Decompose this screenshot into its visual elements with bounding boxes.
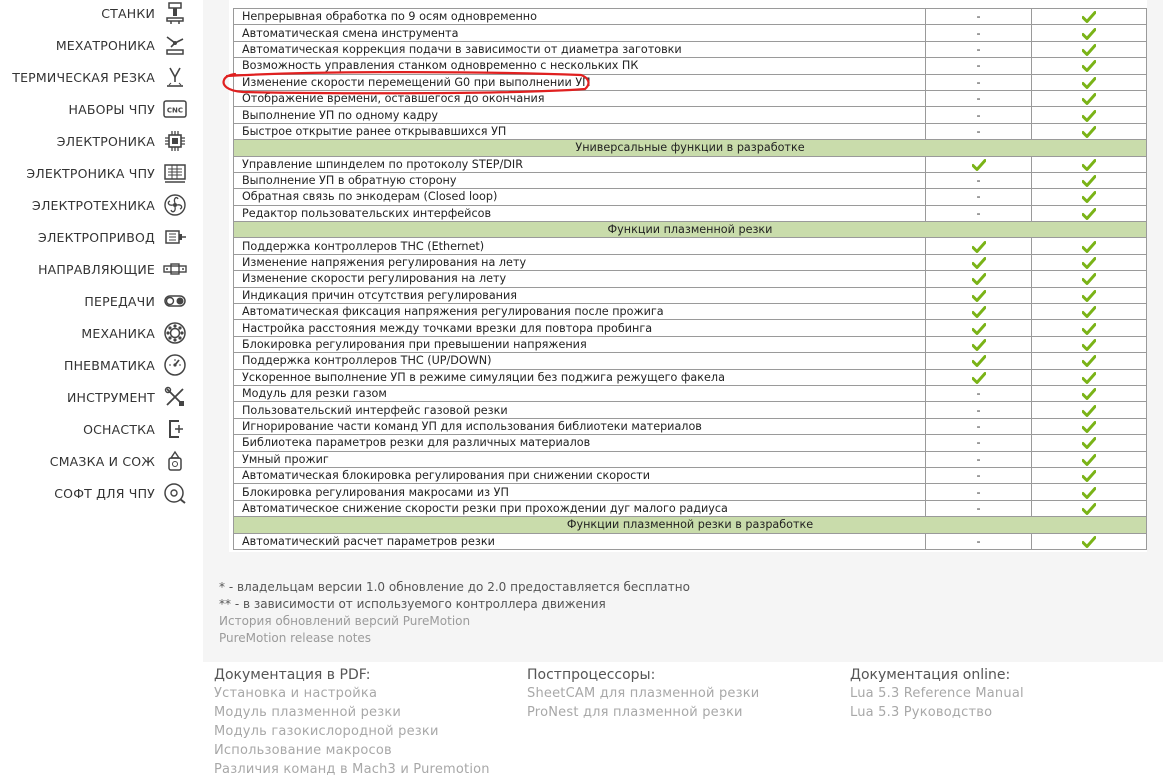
check-icon — [972, 339, 986, 351]
sidebar-item-9[interactable] — [0, 285, 187, 317]
check-icon — [1082, 93, 1096, 105]
check-icon — [1031, 74, 1146, 90]
sidebar-item-10[interactable] — [0, 317, 187, 349]
dash-value: - — [976, 534, 981, 548]
link-plasma-module[interactable]: Модуль плазменной резки — [214, 705, 402, 720]
feature-name: Изменение скорости регулирования на лету — [234, 271, 926, 287]
check-icon — [1031, 271, 1146, 287]
sidebar-item-5[interactable] — [0, 157, 187, 189]
footer-online-docs-title: Документация online: — [850, 667, 1011, 683]
check-icon — [1031, 369, 1146, 385]
feature-name: Изменение скорости перемещений G0 при выполнении УП — [234, 74, 926, 90]
mechatronics-icon — [163, 33, 187, 57]
dash-value: - — [976, 206, 981, 220]
dash-value: - — [976, 436, 981, 450]
table-row — [234, 123, 1147, 139]
check-icon — [972, 273, 986, 285]
section-title: Функции плазменной резки — [234, 222, 1147, 238]
table-row — [234, 156, 1147, 172]
sidebar-item-0[interactable] — [0, 0, 187, 29]
check-icon — [926, 271, 1032, 287]
check-icon — [1082, 290, 1096, 302]
check-icon — [926, 304, 1032, 320]
dash-value: - — [976, 419, 981, 433]
section-title: Универсальные функции в разработке — [234, 140, 1147, 156]
feature-name: Библиотека параметров резки для различных материалов — [234, 435, 926, 451]
check-icon — [1031, 353, 1146, 369]
tools-icon — [163, 385, 187, 409]
check-icon — [1082, 191, 1096, 203]
check-icon — [972, 323, 986, 335]
table-row — [234, 254, 1147, 270]
table-section-header — [234, 140, 1147, 156]
check-icon — [1031, 451, 1146, 467]
check-icon — [1031, 320, 1146, 336]
feature-name: Автоматическое снижение скорости резки при прохождении дуг малого радиуса — [234, 500, 926, 516]
table-row — [234, 271, 1147, 287]
check-icon — [1082, 241, 1096, 253]
sidebar-item-label: ИНСТРУМЕНТ — [67, 389, 155, 405]
check-icon — [1031, 467, 1146, 483]
check-icon — [1082, 437, 1096, 449]
dash-cell — [926, 205, 1032, 221]
dash-value: - — [976, 469, 981, 483]
table-row — [234, 418, 1147, 434]
feature-name: Быстрое открытие ранее открывавшихся УП — [234, 123, 926, 139]
sidebar-item-13[interactable] — [0, 413, 187, 445]
link-release-notes[interactable]: PureMotion release notes — [219, 631, 372, 645]
check-icon — [1031, 418, 1146, 434]
link-lua-ru[interactable]: Lua 5.3 Руководство — [850, 705, 993, 720]
link-sheetcam[interactable]: SheetCAM для плазменной резки — [527, 686, 760, 701]
sidebar-item-label: ОСНАСТКА — [83, 421, 155, 437]
footer-postprocessors-title: Постпроцессоры: — [527, 667, 656, 683]
check-icon — [926, 287, 1032, 303]
check-icon — [1082, 110, 1096, 122]
feature-name: Поддержка контроллеров THC (UP/DOWN) — [234, 353, 926, 369]
dash-value: - — [976, 59, 981, 73]
check-icon — [972, 372, 986, 384]
check-icon — [1031, 533, 1146, 549]
fan-icon — [163, 193, 187, 217]
sidebar-item-label: ТЕРМИЧЕСКАЯ РЕЗКА — [12, 69, 155, 85]
feature-comparison-table — [233, 8, 1147, 550]
check-icon — [1031, 254, 1146, 270]
bearing-icon — [163, 321, 187, 345]
check-icon — [1031, 402, 1146, 418]
feature-table-container — [229, 0, 1147, 552]
check-icon — [1082, 273, 1096, 285]
check-icon — [972, 257, 986, 269]
table-row — [234, 435, 1147, 451]
check-icon — [1031, 336, 1146, 352]
sidebar-item-6[interactable] — [0, 189, 187, 221]
controller-board-icon — [163, 161, 187, 185]
dash-value: - — [976, 452, 981, 466]
check-icon — [1082, 487, 1096, 499]
svg-text:CNC: CNC — [166, 106, 184, 115]
dash-cell — [926, 500, 1032, 516]
sidebar-item-14[interactable] — [0, 445, 187, 477]
link-install-setup[interactable]: Установка и настройка — [214, 686, 378, 701]
feature-name: Непрерывная обработка по 9 осям одновременно — [234, 9, 926, 25]
check-icon — [1031, 435, 1146, 451]
table-row — [234, 287, 1147, 303]
dash-value: - — [976, 174, 981, 188]
check-icon — [1082, 454, 1096, 466]
feature-name: Умный прожиг — [234, 451, 926, 467]
table-row — [234, 467, 1147, 483]
table-row — [234, 205, 1147, 221]
content-panel — [203, 0, 1163, 662]
link-mach3-differences[interactable]: Различия команд в Mach3 и Puremotion — [214, 762, 490, 777]
dash-cell — [926, 41, 1032, 57]
sidebar-item-8[interactable] — [0, 253, 187, 285]
check-icon — [1082, 60, 1096, 72]
table-section-header — [234, 517, 1147, 533]
feature-name: Управление шпинделем по протоколу STEP/DIR — [234, 156, 926, 172]
check-icon — [1082, 175, 1096, 187]
check-icon — [1031, 484, 1146, 500]
sidebar-item-label: МЕХАТРОНИКА — [55, 37, 155, 53]
feature-name: Изменение напряжения регулирования на лету — [234, 254, 926, 270]
dash-cell — [926, 467, 1032, 483]
check-icon — [1031, 385, 1146, 401]
footer-pdf-docs — [214, 667, 490, 781]
dash-cell — [926, 385, 1032, 401]
footer-postprocessors — [527, 667, 759, 724]
feature-name: Блокировка регулирования при превышении напряжения — [234, 336, 926, 352]
section-title: Функции плазменной резки в разработке — [234, 517, 1147, 533]
motor-icon — [163, 225, 187, 249]
oil-can-icon — [163, 449, 187, 473]
check-icon — [1082, 536, 1096, 548]
check-icon — [1031, 304, 1146, 320]
check-icon — [1031, 287, 1146, 303]
check-icon — [1031, 500, 1146, 516]
check-icon — [972, 159, 986, 171]
sidebar-item-label: ЭЛЕКТРОПРИВОД — [38, 229, 155, 245]
table-row — [234, 353, 1147, 369]
chip-icon — [163, 129, 187, 153]
sidebar-item-3[interactable] — [0, 93, 187, 125]
check-icon — [1031, 107, 1146, 123]
check-icon — [1082, 405, 1096, 417]
table-row — [234, 107, 1147, 123]
check-icon — [1031, 238, 1146, 254]
feature-name: Блокировка регулирования макросами из УП — [234, 484, 926, 500]
note-upgrade-free: * - владельцам версии 1.0 обновление до 2.0 предоставляется бесплатно — [219, 580, 690, 594]
table-row — [234, 90, 1147, 106]
check-icon — [1082, 126, 1096, 138]
table-row — [234, 336, 1147, 352]
check-icon — [1082, 323, 1096, 335]
check-icon — [1031, 205, 1146, 221]
feature-name: Выполнение УП в обратную сторону — [234, 172, 926, 188]
feature-name: Автоматический расчет параметров резки — [234, 533, 926, 549]
note-controller-dependent: ** - в зависимости от используемого контроллера движения — [219, 597, 606, 611]
feature-name: Индикация причин отсутствия регулирования — [234, 287, 926, 303]
check-icon — [926, 238, 1032, 254]
dash-cell — [926, 9, 1032, 25]
footer-online-docs — [850, 667, 1024, 724]
table-row — [234, 58, 1147, 74]
sidebar-item-label: СОФТ ДЛЯ ЧПУ — [54, 485, 155, 501]
sidebar-item-2[interactable] — [0, 61, 187, 93]
sidebar-item-1[interactable] — [0, 29, 187, 61]
dash-value: - — [976, 108, 981, 122]
feature-name: Игнорирование части команд УП для использования библиотеки материалов — [234, 418, 926, 434]
check-icon — [1082, 11, 1096, 23]
dash-cell — [926, 451, 1032, 467]
feature-name: Отображение времени, оставшегося до окончания — [234, 90, 926, 106]
dash-value: - — [976, 403, 981, 417]
dash-value: - — [976, 10, 981, 24]
dash-value: - — [976, 501, 981, 515]
table-row — [234, 9, 1147, 25]
sidebar-item-11[interactable] — [0, 349, 187, 381]
feature-name: Выполнение УП по одному кадру — [234, 107, 926, 123]
check-icon — [1031, 156, 1146, 172]
check-icon — [1031, 25, 1146, 41]
link-oxyfuel-module[interactable]: Модуль газокислородной резки — [214, 724, 439, 739]
dash-value: - — [976, 190, 981, 204]
table-row — [234, 484, 1147, 500]
check-icon — [1031, 172, 1146, 188]
check-icon — [926, 353, 1032, 369]
check-icon — [1082, 257, 1096, 269]
table-row — [234, 172, 1147, 188]
sidebar-item-12[interactable] — [0, 381, 187, 413]
feature-name: Модуль для резки газом — [234, 385, 926, 401]
sidebar-item-label: СМАЗКА И СОЖ — [49, 453, 155, 469]
dash-value: - — [976, 387, 981, 401]
table-row-highlighted — [234, 74, 1147, 90]
feature-name: Настройка расстояния между точками врезки для повтора пробинга — [234, 320, 926, 336]
check-icon — [1031, 9, 1146, 25]
sidebar-item-7[interactable] — [0, 221, 187, 253]
dash-value: - — [976, 75, 981, 89]
sidebar-item-label: ПЕРЕДАЧИ — [84, 293, 155, 309]
dash-cell — [926, 189, 1032, 205]
check-icon — [926, 320, 1032, 336]
torch-icon — [163, 65, 187, 89]
check-icon — [1082, 372, 1096, 384]
sidebar-item-label: ЭЛЕКТРОНИКА — [56, 133, 155, 149]
sidebar-item-label: ЭЛЕКТРОТЕХНИКА — [32, 197, 155, 213]
link-pronest[interactable]: ProNest для плазменной резки — [527, 705, 743, 720]
dash-value: - — [976, 26, 981, 40]
check-icon — [1031, 90, 1146, 106]
check-icon — [1031, 123, 1146, 139]
dash-cell — [926, 123, 1032, 139]
check-icon — [1082, 503, 1096, 515]
dash-value: - — [976, 42, 981, 56]
linear-guide-icon — [163, 257, 187, 281]
dash-cell — [926, 25, 1032, 41]
check-icon — [1082, 159, 1096, 171]
check-icon — [1082, 421, 1096, 433]
feature-name: Поддержка контроллеров THC (Ethernet) — [234, 238, 926, 254]
dash-cell — [926, 172, 1032, 188]
dash-cell — [926, 418, 1032, 434]
check-icon — [1082, 470, 1096, 482]
belt-drive-icon — [163, 289, 187, 313]
feature-name: Пользовательский интерфейс газовой резки — [234, 402, 926, 418]
table-section-header — [234, 222, 1147, 238]
feature-name: Автоматическая смена инструмента — [234, 25, 926, 41]
check-icon — [1082, 306, 1096, 318]
check-icon — [1031, 58, 1146, 74]
check-icon — [1082, 355, 1096, 367]
table-row — [234, 500, 1147, 516]
link-macros[interactable]: Использование макросов — [214, 743, 392, 758]
table-row — [234, 402, 1147, 418]
table-row — [234, 320, 1147, 336]
table-row — [234, 385, 1147, 401]
sidebar-item-label: НАБОРЫ ЧПУ — [68, 101, 155, 117]
link-update-history[interactable]: История обновлений версий PureMotion — [219, 614, 471, 628]
check-icon — [926, 254, 1032, 270]
check-icon — [1082, 44, 1096, 56]
feature-name: Возможность управления станком одновременно с нескольких ПК — [234, 58, 926, 74]
feature-name: Автоматическая коррекция подачи в зависимости от диаметра заготовки — [234, 41, 926, 57]
sidebar-item-label: МЕХАНИКА — [81, 325, 155, 341]
dash-value: - — [976, 92, 981, 106]
sidebar-item-label: ЭЛЕКТРОНИКА ЧПУ — [26, 165, 155, 181]
software-icon — [163, 481, 187, 505]
feature-name: Автоматическая блокировка регулирования при снижении скорости — [234, 467, 926, 483]
dash-cell — [926, 107, 1032, 123]
check-icon — [1082, 339, 1096, 351]
table-row — [234, 304, 1147, 320]
check-icon — [926, 369, 1032, 385]
feature-name: Ускоренное выполнение УП в режиме симуляции без поджига режущего факела — [234, 369, 926, 385]
link-lua-manual[interactable]: Lua 5.3 Reference Manual — [850, 686, 1024, 701]
check-icon — [972, 290, 986, 302]
check-icon — [1082, 28, 1096, 40]
check-icon — [1031, 41, 1146, 57]
feature-name: Редактор пользовательских интерфейсов — [234, 205, 926, 221]
clamp-icon — [163, 417, 187, 441]
table-row — [234, 451, 1147, 467]
dash-cell — [926, 533, 1032, 549]
dash-cell — [926, 58, 1032, 74]
table-row — [234, 41, 1147, 57]
feature-name: Обратная связь по энкодерам (Closed loop) — [234, 189, 926, 205]
table-row — [234, 25, 1147, 41]
sidebar-item-15[interactable] — [0, 477, 187, 509]
dash-cell — [926, 484, 1032, 500]
dash-value: - — [976, 124, 981, 138]
sidebar-item-4[interactable] — [0, 125, 187, 157]
dash-cell — [926, 90, 1032, 106]
check-icon — [926, 156, 1032, 172]
cnc-kit-icon — [163, 97, 187, 121]
dash-cell — [926, 402, 1032, 418]
dash-value: - — [976, 485, 981, 499]
machine-icon — [163, 1, 187, 25]
check-icon — [972, 355, 986, 367]
check-icon — [1082, 208, 1096, 220]
sidebar-item-label: СТАНКИ — [101, 5, 155, 21]
table-row — [234, 189, 1147, 205]
dash-cell — [926, 435, 1032, 451]
feature-name: Автоматическая фиксация напряжения регулирования после прожига — [234, 304, 926, 320]
gauge-icon — [163, 353, 187, 377]
check-icon — [972, 306, 986, 318]
footer-pdf-docs-title: Документация в PDF: — [214, 667, 371, 683]
sidebar-item-label: ПНЕВМАТИКА — [63, 357, 155, 373]
dash-cell — [926, 74, 1032, 90]
sidebar-item-label: НАПРАВЛЯЮЩИЕ — [38, 261, 155, 277]
check-icon — [1031, 189, 1146, 205]
check-icon — [972, 241, 986, 253]
table-row — [234, 238, 1147, 254]
check-icon — [926, 336, 1032, 352]
table-row — [234, 369, 1147, 385]
check-icon — [1082, 77, 1096, 89]
table-row — [234, 533, 1147, 549]
check-icon — [1082, 388, 1096, 400]
